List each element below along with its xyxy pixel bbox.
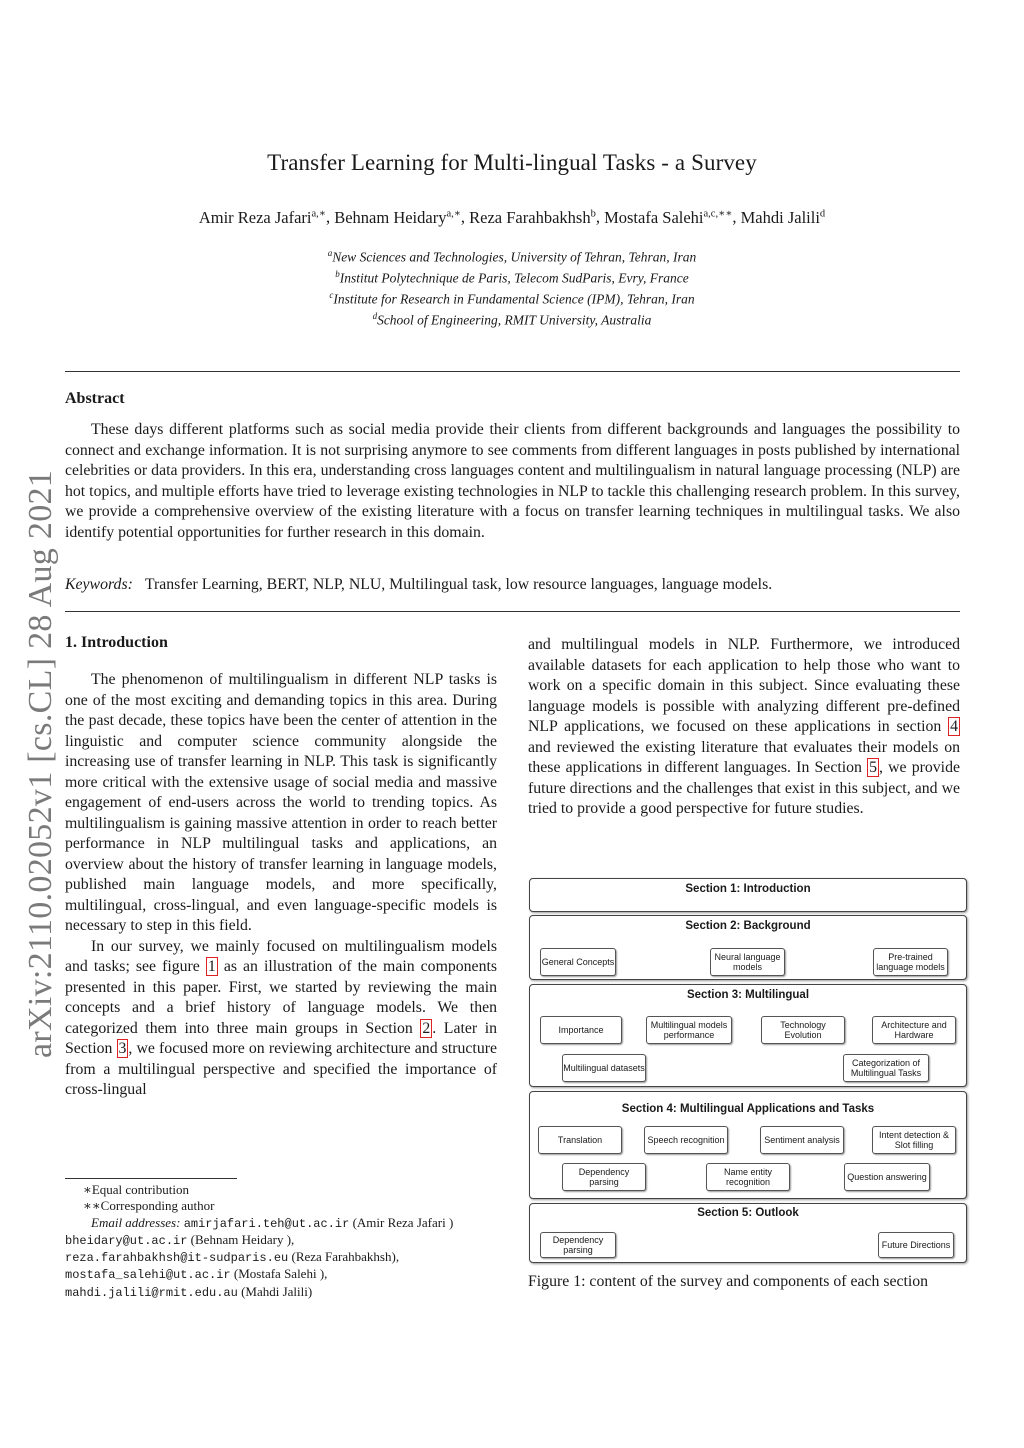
author-list: Amir Reza Jafari$^{a,∗}$, Behnam Heidary$^{a,∗}$, Reza Farahbakhsh$^b$, Mostafa Salehi$^{a,c,∗∗}$, Mahdi Jalili$^d$ bbox=[198, 207, 826, 227]
author: Mostafa Salehi$^{a,c,∗∗}$ bbox=[604, 207, 733, 227]
author: Reza Farahbakhsh$^b$ bbox=[469, 207, 596, 227]
affiliations bbox=[0, 245, 1024, 329]
bottom-rule bbox=[65, 611, 960, 612]
section-ref-link[interactable]: 4 bbox=[950, 718, 958, 735]
section-ref-link[interactable]: 2 bbox=[422, 1019, 431, 1037]
footnote-rule bbox=[65, 1178, 237, 1179]
abstract-heading: Abstract bbox=[65, 390, 125, 407]
intro-paragraph-1: The phenomenon of multilingualism in different NLP tasks is one of the most exciting and demanding topics in this area. During the past decade, these topics have been the center of attention in the linguistic and computer science community alongside the increasing use of transfer learning in NLP. This task is significantly more critical with the extensive usage of social media and massive engagement of end-users across the world to trending topics. As multilingualism is gaining massive attention in order to reach better performance in NLP multilingual tasks and applications, an overview about the history of transfer learning in language models, published main language models, and more specifically, multilingual, cross-lingual, and even language-specific models is necessary to step in this field. bbox=[65, 671, 497, 934]
diagram-box: Sentiment analysis bbox=[760, 1126, 844, 1154]
diagram-box: Technology Evolution bbox=[761, 1016, 845, 1044]
diagram-box: Neural language models bbox=[710, 948, 785, 976]
email-link[interactable]: amirjafari.teh@ut.ac.ir bbox=[183, 1216, 350, 1231]
left-column bbox=[65, 670, 497, 1101]
diagram-box: Intent detection & Slot filling bbox=[872, 1126, 956, 1154]
diagram-box: Categorization of Multilingual Tasks bbox=[843, 1054, 929, 1082]
affiliation: $^a$New Sciences and Technologies, University of Tehran, Tehran, Iran bbox=[327, 248, 697, 265]
author: Behnam Heidary$^{a,∗}$ bbox=[334, 207, 461, 227]
author: Amir Reza Jafari$^{a,∗}$ bbox=[198, 207, 326, 227]
paper-title: Transfer Learning for Multi-lingual Tasks - a Survey bbox=[267, 150, 757, 175]
email-link[interactable]: mostafa_salehi@ut.ac.ir bbox=[65, 1268, 231, 1283]
footnote-corresponding-author: ∗∗Corresponding author bbox=[83, 1198, 215, 1214]
diagram-box: Question answering bbox=[844, 1163, 930, 1191]
diagram-box: Dependency parsing bbox=[540, 1232, 616, 1258]
diagram-box: Pre-trained language models bbox=[873, 948, 948, 976]
top-rule bbox=[65, 371, 960, 372]
keywords bbox=[65, 576, 960, 594]
right-column bbox=[528, 635, 960, 820]
diagram-section-outlook: Section 5: Outlook Dependency parsing Future Directions bbox=[529, 1203, 967, 1263]
diagram-box: Name entity recognition bbox=[706, 1163, 790, 1191]
figure-ref-link[interactable]: 1 bbox=[207, 958, 216, 975]
section-ref-link[interactable]: 3 bbox=[118, 1040, 127, 1057]
email-link[interactable]: reza.farahbakhsh@it-sudparis.eu bbox=[65, 1251, 289, 1266]
arxiv-side-stamp: arXiv:2110.02052v1 [cs.CL] 28 Aug 2021 bbox=[22, 469, 59, 1058]
diagram-box: Speech recognition bbox=[644, 1126, 728, 1154]
diagram-section-background: Section 2: Background General Concepts Neural language models Pre-trained language models bbox=[529, 915, 967, 980]
figure-caption: Figure 1: content of the survey and components of each section bbox=[528, 1273, 929, 1290]
email-label: Email addresses: bbox=[91, 1214, 181, 1230]
footnote-equal-contribution: ∗Equal contribution bbox=[83, 1182, 189, 1197]
diagram-box: Architecture and Hardware bbox=[872, 1016, 956, 1044]
diagram-section-applications: Section 4: Multilingual Applications and Tasks Translation Speech recognition Sentiment analysis Intent detection & Slot filling Dependency parsing Name entity recognition Question answering bbox=[529, 1091, 967, 1199]
diagram-box: General Concepts bbox=[540, 948, 616, 976]
keywords-label: Keywords: bbox=[65, 576, 133, 593]
affiliation: $^b$Institut Polytechnique de Paris, Telecom SudParis, Evry, France bbox=[335, 269, 689, 286]
diagram-box: Dependency parsing bbox=[562, 1163, 646, 1191]
diagram-box: Future Directions bbox=[878, 1232, 954, 1258]
diagram-box: Translation bbox=[538, 1126, 622, 1154]
abstract-text: These days different platforms such as social media provide their clients from different backgrounds and languages the possibility to connect and exchange information. It is not surprising anymore to see comments from different languages in posts published by international celebrities or data providers. In this era, understanding cross languages content and multilingualism in natural language processing (NLP) are hot topics, and multiple efforts have tried to leverage existing technologies in NLP to tackle this challenging research problem. In this survey, we provide a comprehensive overview of the existing literature with a focus on transfer learning techniques in multilingual tasks. We also identify potential opportunities for further research in this domain. bbox=[65, 421, 960, 541]
keywords-text: Transfer Learning, BERT, NLP, NLU, Multilingual task, low resource languages, language models. bbox=[144, 576, 773, 593]
intro-paragraph-continued: and multilingual models in NLP. Furthermore, we introduced available datasets for each application to help those who want to work on a specific domain in this subject. Since evaluating these language models is possible with analyzing different pre-defined NLP applications, we focused on these applications in section 4 and reviewed the existing literature that evaluates their models on these applications in different languages. In Section 5 , we provide future directions and the challenges that exist in this subject, and we tried to provide a good perspective for future studies. bbox=[528, 636, 960, 817]
section-ref-link[interactable]: 5 bbox=[869, 759, 877, 776]
email-link[interactable]: bheidary@ut.ac.ir bbox=[65, 1233, 188, 1248]
author: Mahdi Jalili$^d$ bbox=[740, 207, 826, 227]
diagram-box: Multilingual models performance bbox=[646, 1016, 732, 1044]
email-link[interactable]: mahdi.jalili@rmit.edu.au bbox=[65, 1285, 238, 1300]
diagram-section-introduction: Section 1: Introduction bbox=[529, 878, 967, 912]
affiliation: $^d$School of Engineering, RMIT University, Australia bbox=[372, 311, 652, 328]
intro-paragraph-2: In our survey, we mainly focused on multilingualism models and tasks; see figure 1 as an illustration of the main components presented in this paper. First, we started by reviewing the main concepts and a brief history of language models. We then categorized them into three main groups in Section 2 . Later in Section 3 , we focused more on reviewing architecture and structure from a multilingual perspective and specified the importance of cross-lingual bbox=[65, 937, 498, 1098]
affiliation: $^c$Institute for Research in Fundamental Science (IPM), Tehran, Iran bbox=[329, 290, 695, 307]
diagram-section-multilingual: Section 3: Multilingual Importance Multilingual models performance Technology Evolution Architecture and Hardware Multilingual datasets Categorization of Multilingual Tasks bbox=[529, 984, 967, 1087]
diagram-box: Multilingual datasets bbox=[562, 1054, 646, 1082]
section-heading-introduction: 1. Introduction bbox=[65, 634, 168, 651]
footnotes: ∗Equal contribution ∗∗Corresponding author Email addresses: amirjafari.teh@ut.ac.ir (Amir Reza Jafari ) bheidary@ut.ac.ir (Behnam Heidary ), reza.farahbakhsh@it-sudparis.eu (Reza Farahbakhsh), mostafa_salehi@ut.ac.ir (Mostafa Salehi ), mahdi.jalili@rmit.edu.au (Mahdi Jalili) bbox=[65, 1182, 497, 1301]
diagram-box: Importance bbox=[540, 1016, 622, 1044]
